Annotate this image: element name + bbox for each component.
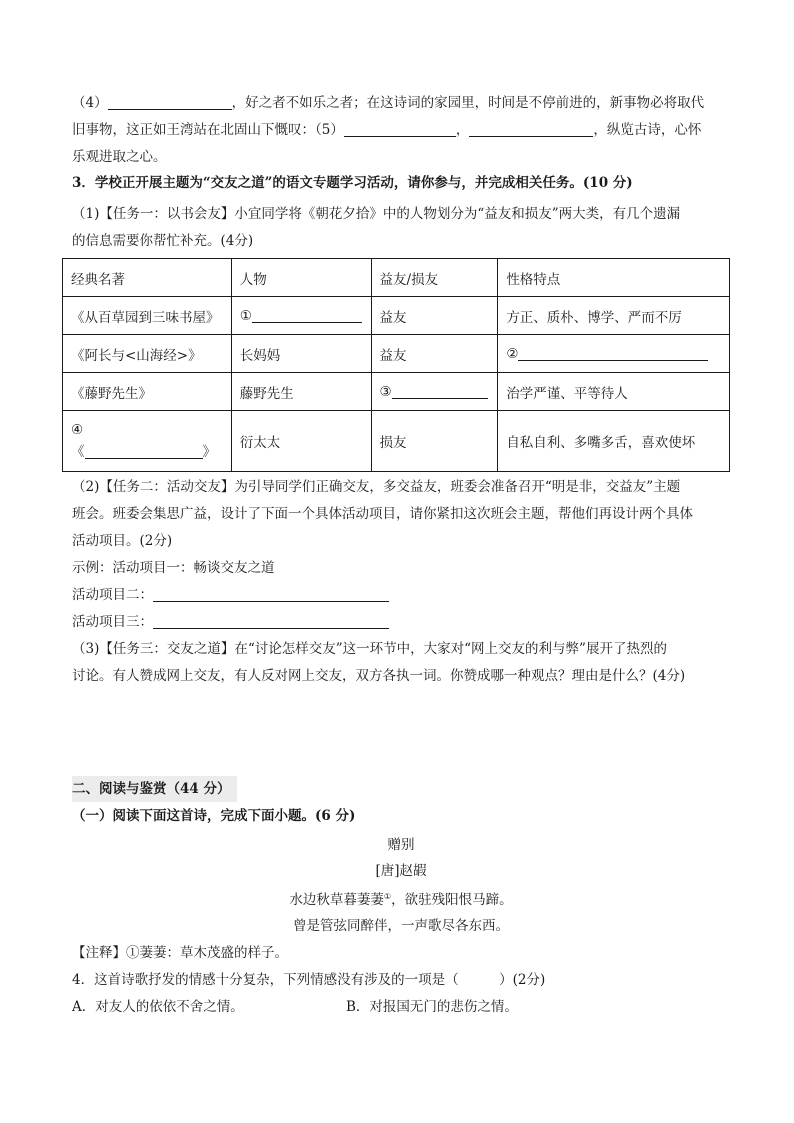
task1-text: （1)【任务一：以书会友】小宜同学将《朝花夕拾》中的人物划分为“益友和损友”两大类，有几个遗漏 的信息需要你帮忙补充。(4分) xyxy=(72,206,681,249)
activity-item-3: 活动项目三： xyxy=(72,609,730,636)
poem-line-2: 曾是管弦同醉伴，一声歌尽各东西。 xyxy=(293,918,509,934)
table-cell: 益友 xyxy=(371,297,498,335)
subsection-1-title: （一）阅读下面这首诗，完成下面小题。(6 分) xyxy=(72,808,356,824)
table-header-row xyxy=(63,259,730,297)
table-row xyxy=(63,373,730,411)
table-cell: 《阿长与<山海经>》 xyxy=(63,335,232,373)
blank-2[interactable] xyxy=(518,345,708,361)
table-cell: ③ xyxy=(371,373,498,411)
section-2-title: 二、阅读与鉴赏（44 分） xyxy=(72,776,237,802)
fill-line-2: 旧事物，这正如王湾站在北固山下慨叹：（5） ， ，纵览古诗，心怀 xyxy=(72,122,702,138)
table-cell: 益友 xyxy=(371,335,498,373)
table-cell: 自私自利、多嘴多舌，喜欢使坏 xyxy=(498,411,730,472)
task2-text: （2)【任务二：活动交友】为引导同学们正确交友，多交益友，班委会准备召开“明是非，交益友”主题 班会。班委会集思广益，设计了下面一个具体活动项目，请你紧扣这次班会主题，帮他们再设计两个具体 活动项目。(2分) 示例：活动项目一：畅谈交友之道 活动项目二： 活动项目三： xyxy=(72,474,730,636)
blank-5a[interactable] xyxy=(344,121,456,137)
poem-title: 赠别 xyxy=(387,837,415,853)
table-header: 益友/损友 xyxy=(371,259,498,297)
table-header: 经典名著 xyxy=(63,259,232,297)
annotation: 【注释】①萋萋：草木茂盛的样子。 xyxy=(72,945,288,961)
table-cell: 《藤野先生》 xyxy=(63,373,232,411)
table-cell: 衍太太 xyxy=(231,411,371,472)
q3-title: 3．学校正开展主题为“交友之道”的语文专题学习活动，请你参与，并完成相关任务。(10 分) xyxy=(72,175,633,191)
table-cell: 损友 xyxy=(371,411,498,472)
activity-3-blank[interactable] xyxy=(153,613,389,629)
table-row xyxy=(63,335,730,373)
activity-item-2: 活动项目二： xyxy=(72,582,730,609)
fill-blank-question xyxy=(72,90,730,171)
table-cell: ④ 《 》 xyxy=(63,411,232,472)
table-cell: ② xyxy=(498,335,730,373)
note-marker: ① xyxy=(383,892,392,901)
blank-4-book[interactable] xyxy=(85,443,203,459)
blank-5b[interactable] xyxy=(469,121,593,137)
poem xyxy=(72,832,730,939)
table-cell: 方正、质朴、博学、严而不厉 xyxy=(498,297,730,335)
table-row xyxy=(63,297,730,335)
activity-2-blank[interactable] xyxy=(153,586,389,602)
blank-1[interactable] xyxy=(252,307,362,323)
poem-author: [唐]赵嘏 xyxy=(375,863,427,879)
blank-4[interactable] xyxy=(108,94,232,110)
table-cell: 治学严谨、平等待人 xyxy=(498,373,730,411)
table-header: 人物 xyxy=(231,259,371,297)
table-cell: 藤野先生 xyxy=(231,373,371,411)
table-row xyxy=(63,411,730,472)
q4-text: 4．这首诗歌抒发的情感十分复杂，下列情感没有涉及的一项是（ ）(2分) xyxy=(72,972,546,988)
q4-options xyxy=(72,994,730,1021)
poem-line-1: 水边秋草暮萋萋①，欲驻残阳恨马蹄。 xyxy=(289,892,513,908)
task3-text: （3)【任务三：交友之道】在“讨论怎样交友”这一环节中，大家对“网上交友的利与弊”展开了热烈的 讨论。有人赞成网上交友，有人反对网上交友，双方各执一词。你赞成哪一种观点？理由是什么？(4分) xyxy=(72,641,686,684)
table-cell: 长妈妈 xyxy=(231,335,371,373)
table-cell: 《从百草园到三味书屋》 xyxy=(63,297,232,335)
table-header: 性格特点 xyxy=(498,259,730,297)
option-b[interactable]: B．对报国无门的悲伤之情。 xyxy=(346,999,518,1015)
characters-table xyxy=(62,258,730,472)
fill-line-3: 乐观进取之心。 xyxy=(72,149,167,165)
blank-3[interactable] xyxy=(392,383,488,399)
table-cell: ① xyxy=(231,297,371,335)
option-a[interactable]: A．对友人的依依不舍之情。 xyxy=(72,999,244,1015)
fill-line-1: （4） ，好之者不如乐之者；在这诗词的家园里，时间是不停前进的，新事物必将取代 xyxy=(72,95,705,111)
example-item: 示例：活动项目一：畅谈交友之道 xyxy=(72,560,275,576)
